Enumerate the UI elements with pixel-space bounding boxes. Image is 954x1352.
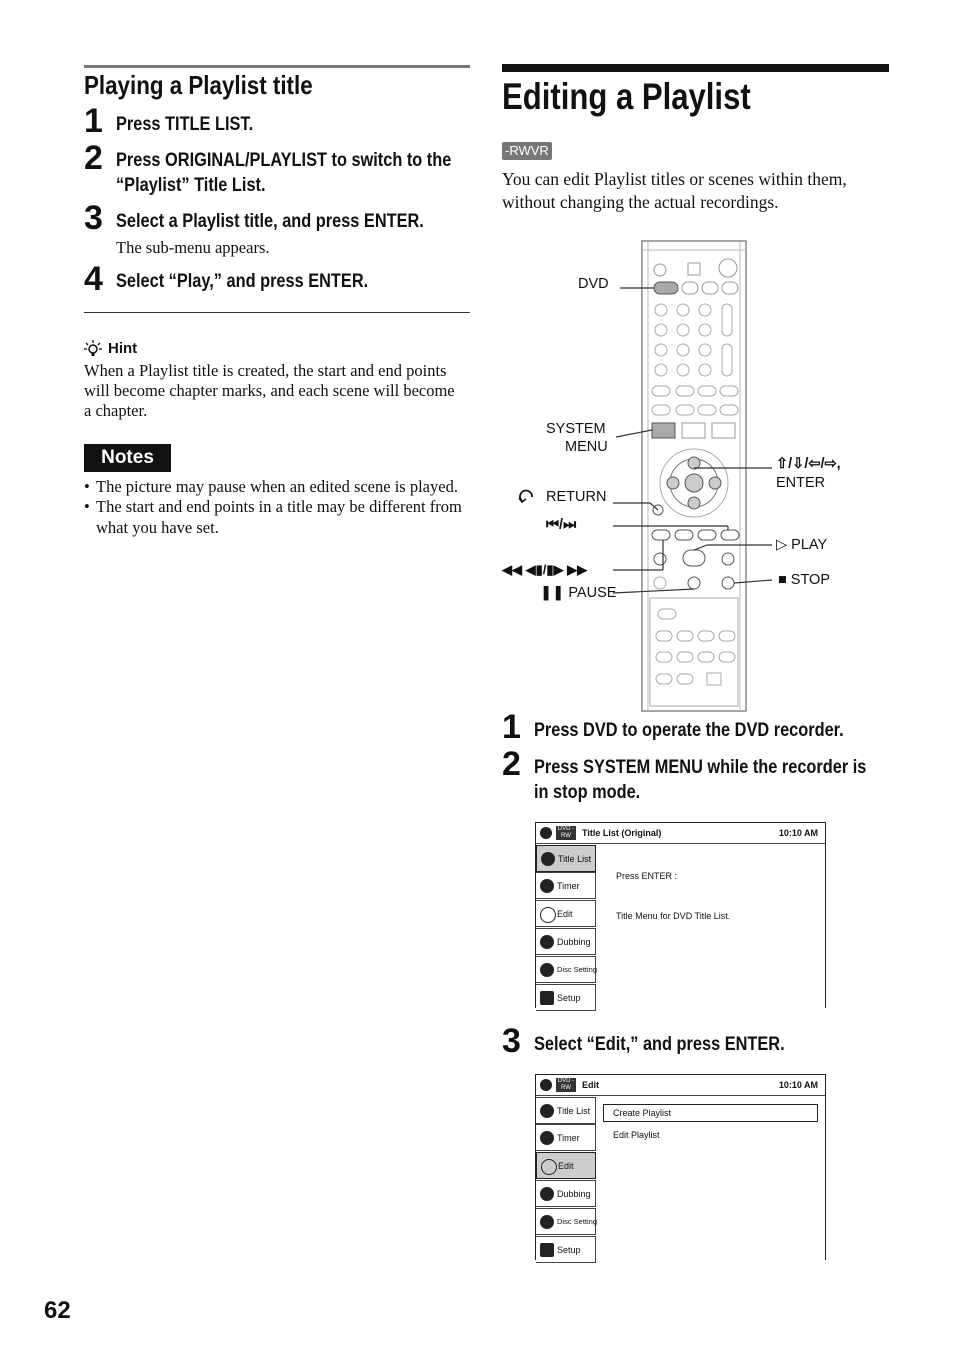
callout-system-menu: SYSTEM xyxy=(546,421,606,437)
scissors-icon xyxy=(541,1159,557,1175)
hint-line: When a Playlist title is created, the start and end points xyxy=(84,361,447,380)
note-bullet: • xyxy=(84,477,90,496)
menu-item-setup[interactable]: Setup xyxy=(536,984,596,1011)
step-text: Select “Play,” and press ENTER. xyxy=(116,271,369,292)
menu-item-disc-setting[interactable]: Disc Setting xyxy=(536,956,596,983)
step-number: 4 xyxy=(84,260,103,298)
callout-system-menu: MENU xyxy=(565,439,608,455)
page-title: Editing a Playlist xyxy=(502,76,751,117)
step-text: in stop mode. xyxy=(534,782,641,803)
section-title-playing: Playing a Playlist title xyxy=(84,70,313,100)
option-edit-playlist[interactable]: Edit Playlist xyxy=(613,1130,660,1140)
step-text: Press ORIGINAL/PLAYLIST to switch to the xyxy=(116,150,452,171)
step-number: 1 xyxy=(84,102,103,140)
title-list-icon xyxy=(540,1104,554,1118)
step-number: 2 xyxy=(84,139,103,177)
screen-content-line: Press ENTER : xyxy=(616,871,678,881)
menu-item-disc-setting[interactable]: Disc Setting xyxy=(536,1208,596,1235)
return-icon xyxy=(518,489,538,505)
toolbox-icon xyxy=(540,1243,554,1257)
menu-item-setup[interactable]: Setup xyxy=(536,1236,596,1263)
step-text: Press DVD to operate the DVD recorder. xyxy=(534,720,844,741)
toolbox-icon xyxy=(540,991,554,1005)
disc-format-badge: -RWVR xyxy=(502,142,552,160)
timer-icon xyxy=(540,1131,554,1145)
step-text: Select “Edit,” and press ENTER. xyxy=(534,1034,785,1055)
disc-setting-icon xyxy=(540,963,554,977)
callout-slow-scan: ◀◀ ◀▮/▮▶ ▶▶ xyxy=(502,562,588,577)
screen-title: Edit xyxy=(582,1080,599,1090)
dubbing-icon xyxy=(540,935,554,949)
note-bullet: • xyxy=(84,497,90,516)
callout-pause: ❚❚ PAUSE xyxy=(540,585,617,601)
right-top-rule xyxy=(502,64,889,72)
menu-item-dubbing[interactable]: Dubbing xyxy=(536,1180,596,1207)
screen-header xyxy=(536,823,825,844)
hint-line: will become chapter marks, and each scene will become xyxy=(84,381,455,400)
disc-icon xyxy=(540,1079,552,1091)
page-number: 62 xyxy=(44,1297,71,1324)
step-text: Press SYSTEM MENU while the recorder is xyxy=(534,757,867,778)
step-number: 2 xyxy=(502,745,521,783)
left-top-rule xyxy=(84,65,470,68)
step-text: Select a Playlist title, and press ENTER. xyxy=(116,211,424,232)
screen-title: Title List (Original) xyxy=(582,828,662,838)
menu-item-timer[interactable]: Timer xyxy=(536,872,596,899)
screen-time: 10:10 AM xyxy=(778,828,818,838)
dvd-rw-badge: DVD -RW xyxy=(557,1078,575,1091)
scissors-icon xyxy=(540,907,556,923)
callout-prev-next: ⏮/⏭ xyxy=(546,517,577,533)
step-text: Press TITLE LIST. xyxy=(116,114,254,135)
menu-item-title-list[interactable]: Title List xyxy=(536,845,596,872)
dubbing-icon xyxy=(540,1187,554,1201)
note-text: The picture may pause when an edited scene is played. xyxy=(96,477,458,496)
screen-header xyxy=(536,1075,825,1096)
intro-line: You can edit Playlist titles or scenes within them, xyxy=(502,169,847,189)
intro-line: without changing the actual recordings. xyxy=(502,192,779,212)
step-subtext: The sub-menu appears. xyxy=(116,238,270,257)
title-list-screen xyxy=(535,822,826,1008)
note-text: The start and end points in a title may be different from xyxy=(96,497,462,516)
dvd-rw-badge: DVD -RW xyxy=(557,826,575,839)
menu-item-dubbing[interactable]: Dubbing xyxy=(536,928,596,955)
step-text: “Playlist” Title List. xyxy=(116,175,266,196)
callout-play: ▷ PLAY xyxy=(776,537,828,553)
disc-icon xyxy=(540,827,552,839)
menu-item-timer[interactable]: Timer xyxy=(536,1124,596,1151)
disc-setting-icon xyxy=(540,1215,554,1229)
edit-screen xyxy=(535,1074,826,1260)
hint-rule xyxy=(84,312,470,313)
title-list-icon xyxy=(541,852,555,866)
step-number: 3 xyxy=(84,199,103,237)
timer-icon xyxy=(540,879,554,893)
callout-dvd: DVD xyxy=(578,276,609,292)
screen-content-line: Title Menu for DVD Title List. xyxy=(616,911,731,921)
step-number: 3 xyxy=(502,1022,521,1060)
note-text: what you have set. xyxy=(96,518,219,537)
menu-item-edit[interactable]: Edit xyxy=(536,1152,596,1179)
hint-bulb-icon xyxy=(84,340,102,358)
menu-item-title-list[interactable]: Title List xyxy=(536,1097,596,1124)
step-number: 1 xyxy=(502,708,521,746)
hint-label: Hint xyxy=(108,340,138,357)
callout-stop: ■ STOP xyxy=(778,572,831,588)
notes-label: Notes xyxy=(84,444,171,472)
callout-arrows: ⇧/⇩/⇦/⇨, xyxy=(776,456,841,472)
callout-return: RETURN xyxy=(546,489,607,505)
screen-time: 10:10 AM xyxy=(778,1080,818,1090)
callout-enter: ENTER xyxy=(776,475,826,491)
hint-line: a chapter. xyxy=(84,401,148,420)
option-create-playlist[interactable]: Create Playlist xyxy=(603,1104,818,1122)
menu-item-edit[interactable]: Edit xyxy=(536,900,596,927)
